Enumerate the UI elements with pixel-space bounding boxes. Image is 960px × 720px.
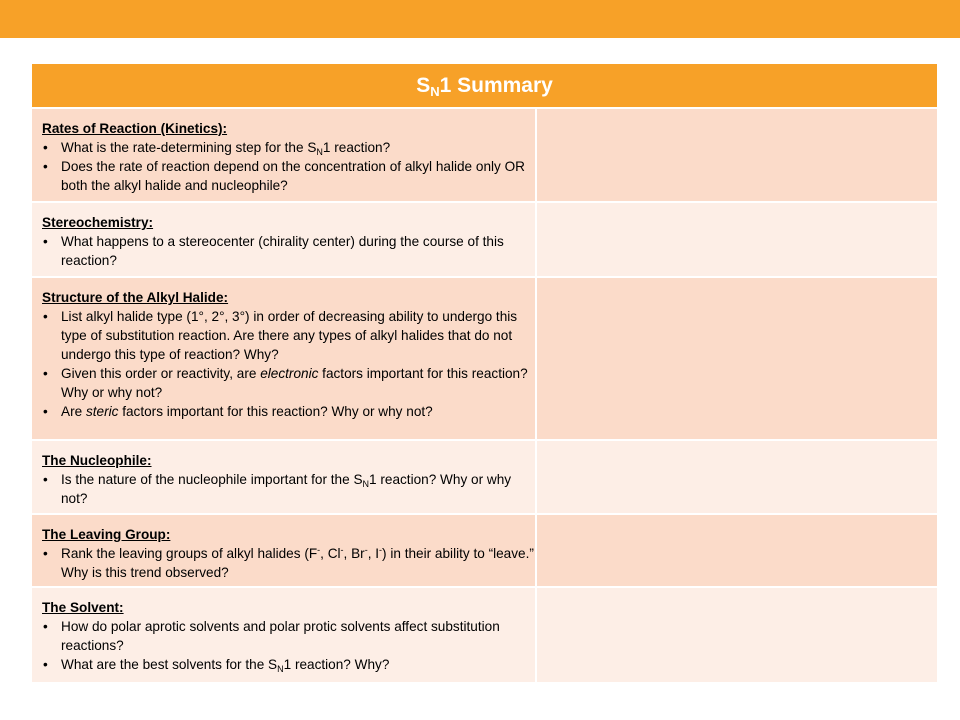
question-cell bbox=[32, 440, 536, 514]
question-item: • What are the best solvents for the $S_N1$ reaction? Why? bbox=[42, 655, 535, 674]
question-item: • Is the nature of the nucleophile important for the $S_N1$ reaction? Why or why not? bbox=[42, 470, 535, 508]
question-cell bbox=[32, 514, 536, 587]
answer-cell[interactable] bbox=[536, 440, 937, 514]
row-alkyl-halide-structure bbox=[32, 277, 937, 440]
row-stereochemistry bbox=[32, 202, 937, 277]
question-item: • How do polar aprotic solvents and polar protic solvents affect substitution reactions? bbox=[42, 617, 535, 655]
answer-cell[interactable] bbox=[536, 108, 937, 202]
question-item: • Are steric factors important for this reaction? Why or why not? bbox=[42, 402, 535, 421]
question-cell bbox=[32, 277, 536, 440]
section-heading: The Leaving Group: bbox=[42, 527, 171, 542]
question-cell bbox=[32, 587, 536, 683]
question-list bbox=[42, 617, 535, 674]
question-item: • What is the rate-determining step for the $S_N1$ reaction? bbox=[42, 138, 535, 157]
answer-cell[interactable] bbox=[536, 514, 937, 587]
answer-cell[interactable] bbox=[536, 587, 937, 683]
table-title: $S_N1$ Summary bbox=[32, 64, 937, 108]
question-list bbox=[42, 470, 535, 508]
section-heading: Rates of Reaction (Kinetics): bbox=[42, 121, 228, 136]
table-header-row bbox=[32, 64, 937, 108]
row-kinetics bbox=[32, 108, 937, 202]
section-heading: The Nucleophile: bbox=[42, 453, 152, 468]
question-list bbox=[42, 544, 535, 582]
answer-cell[interactable] bbox=[536, 202, 937, 277]
row-nucleophile bbox=[32, 440, 937, 514]
row-leaving-group bbox=[32, 514, 937, 587]
question-item: • What happens to a stereocenter (chirality center) during the course of this reaction? bbox=[42, 232, 535, 270]
question-list bbox=[42, 307, 535, 421]
answer-cell[interactable] bbox=[536, 277, 937, 440]
question-list bbox=[42, 138, 535, 195]
top-accent-bar bbox=[0, 0, 960, 38]
question-cell bbox=[32, 108, 536, 202]
question-list bbox=[42, 232, 535, 270]
question-item: • List alkyl halide type (1°, 2°, 3°) in order of decreasing ability to undergo this type of substitution reaction. Are there any types of alkyl halides that do not undergo this type of reaction? Why? bbox=[42, 307, 535, 364]
section-heading: The Solvent: bbox=[42, 600, 124, 615]
section-heading: Structure of the Alkyl Halide: bbox=[42, 290, 229, 305]
question-item: • Does the rate of reaction depend on the concentration of alkyl halide only OR both the alkyl halide and nucleophile? bbox=[42, 157, 535, 195]
question-item: • Rank the leaving groups of alkyl halides (F-, Cl-, Br-, I-) in their ability to “leave.” Why is this trend observed? bbox=[42, 544, 535, 582]
question-item: • Given this order or reactivity, are electronic factors important for this reaction? Why or why not? bbox=[42, 364, 535, 402]
section-heading: Stereochemistry: bbox=[42, 215, 154, 230]
row-solvent bbox=[32, 587, 937, 683]
sn1-summary-table bbox=[32, 64, 937, 684]
question-cell bbox=[32, 202, 536, 277]
